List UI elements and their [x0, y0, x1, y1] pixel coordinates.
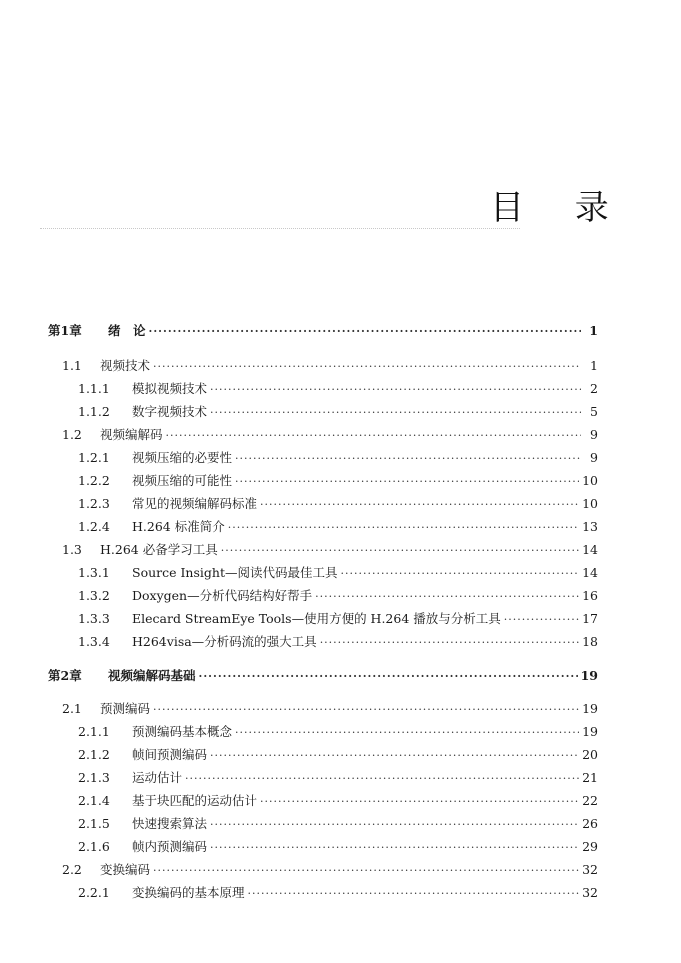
- toc-chapter-entry: [48, 667, 598, 686]
- toc-entry-title: 变换编码的基本原理: [132, 885, 245, 900]
- toc-subsection-entry: [78, 587, 598, 606]
- toc-entry-number: 1.2: [62, 427, 82, 442]
- toc-leader-dots: [210, 381, 581, 399]
- toc-page-number: 10: [582, 473, 598, 488]
- toc-entry-number: 第2章: [48, 668, 82, 683]
- toc-subsection-entry: [78, 380, 598, 399]
- toc-subsection-entry: [78, 723, 598, 742]
- toc-entry-title: 模拟视频技术: [132, 381, 208, 396]
- toc-entry-number: 1.2.1: [78, 450, 110, 465]
- toc-page-number: 9: [590, 450, 598, 465]
- toc-entry-number: 1.2.3: [78, 496, 110, 511]
- toc-entry-number: 1.3.2: [78, 588, 110, 603]
- toc-entry-title: 数字视频技术: [132, 404, 208, 419]
- toc-entry-title: 预测编码: [100, 701, 151, 716]
- toc-leader-dots: [235, 473, 579, 491]
- toc-section-entry: [62, 700, 598, 719]
- toc-entry-title: 视频编解码基础: [108, 668, 196, 683]
- toc-entry-number: 1.2.4: [78, 519, 110, 534]
- toc-page-number: 18: [582, 634, 598, 649]
- toc-entry-number: 2.2: [62, 862, 82, 877]
- toc-entry-title: 帧内预测编码: [132, 839, 208, 854]
- toc-entry-number: 2.2.1: [78, 885, 110, 900]
- toc-subsection-entry: [78, 792, 598, 811]
- toc-chapter-entry: [48, 322, 598, 341]
- toc-entry-title: 视频压缩的必要性: [132, 450, 233, 465]
- toc-entry-number: 第1章: [48, 323, 82, 338]
- toc-subsection-entry: [78, 518, 598, 537]
- toc-entry-title: 帧间预测编码: [132, 747, 208, 762]
- toc-leader-dots: [315, 588, 579, 606]
- toc-leader-dots: [221, 542, 579, 560]
- toc-page-number: 1: [590, 358, 598, 373]
- toc-leader-dots: [504, 611, 579, 629]
- toc-entry-number: 2.1.2: [78, 747, 110, 762]
- toc-entry-title: 基于块匹配的运动估计: [132, 793, 258, 808]
- toc-entry-number: 1.1.2: [78, 404, 110, 419]
- toc-subsection-entry: [78, 449, 598, 468]
- toc-page-number: 2: [590, 381, 598, 396]
- toc-entry-number: 2.1.1: [78, 724, 110, 739]
- toc-leader-dots: [210, 839, 579, 857]
- toc-page-number: 14: [582, 542, 598, 557]
- toc-entry-title: Elecard StreamEye Tools—使用方便的 H.264 播放与分析工具: [132, 611, 501, 626]
- toc-page-number: 29: [582, 839, 598, 854]
- toc-entry-number: 1.1.1: [78, 381, 110, 396]
- toc-entry-number: 1.3: [62, 542, 82, 557]
- toc-subsection-entry: [78, 403, 598, 422]
- toc-leader-dots: [153, 358, 581, 376]
- toc-entry-title: 变换编码: [100, 862, 151, 877]
- toc-entry-number: 2.1.3: [78, 770, 110, 785]
- toc-entry-title: 视频技术: [100, 358, 151, 373]
- toc-leader-dots: [248, 885, 580, 903]
- toc-page-number: 32: [582, 885, 598, 900]
- toc-subsection-entry: [78, 610, 598, 629]
- toc-leader-dots: [185, 770, 579, 788]
- toc-entry-title: Source Insight—阅读代码最佳工具: [132, 565, 338, 580]
- toc-page-number: 22: [582, 793, 598, 808]
- toc-section-entry: [62, 426, 598, 445]
- toc-page-number: 5: [590, 404, 598, 419]
- toc-entry-title: 快速搜索算法: [132, 816, 208, 831]
- toc-page-number: 10: [582, 496, 598, 511]
- toc-leader-dots: [210, 747, 579, 765]
- title-divider: [40, 228, 520, 229]
- toc-subsection-entry: [78, 746, 598, 765]
- toc-subsection-entry: [78, 495, 598, 514]
- toc-leader-dots: [260, 496, 579, 514]
- toc-entry-title: H.264 标准简介: [132, 519, 225, 534]
- toc-entry-title: 视频压缩的可能性: [132, 473, 233, 488]
- toc-leader-dots: [153, 701, 579, 719]
- toc-leader-dots: [228, 519, 579, 537]
- toc-entry-number: 2.1.6: [78, 839, 110, 854]
- toc-entry-title: 绪 论: [108, 323, 146, 338]
- toc-entry-title: 常见的视频编解码标准: [132, 496, 258, 511]
- toc-page-number: 1: [589, 323, 598, 338]
- toc-leader-dots: [153, 862, 579, 880]
- toc-entry-title: Doxygen—分析代码结构好帮手: [132, 588, 313, 603]
- toc-entry-title: 视频编解码: [100, 427, 163, 442]
- toc-subsection-entry: [78, 815, 598, 834]
- toc-leader-dots: [320, 634, 579, 652]
- toc-page-number: 20: [582, 747, 598, 762]
- toc-leader-dots: [210, 404, 581, 422]
- toc-subsection-entry: [78, 838, 598, 857]
- toc-page-number: 32: [582, 862, 598, 877]
- toc-leader-dots: [260, 793, 579, 811]
- toc-leader-dots: [235, 724, 579, 742]
- toc-page-number: 13: [582, 519, 598, 534]
- toc-entry-title: 运动估计: [132, 770, 183, 785]
- toc-entry-number: 2.1.5: [78, 816, 110, 831]
- toc-entry-number: 1.3.3: [78, 611, 110, 626]
- toc-section-entry: [62, 861, 598, 880]
- toc-page-number: 17: [582, 611, 598, 626]
- toc-page-number: 26: [582, 816, 598, 831]
- toc-entry-number: 1.1: [62, 358, 82, 373]
- toc-leader-dots: [166, 427, 581, 445]
- toc-entry-number: 1.3.4: [78, 634, 110, 649]
- toc-section-entry: [62, 541, 598, 560]
- toc-page-number: 21: [582, 770, 598, 785]
- toc-leader-dots: [199, 668, 578, 686]
- toc-entry-number: 2.1: [62, 701, 82, 716]
- toc-entry-number: 2.1.4: [78, 793, 110, 808]
- toc-subsection-entry: [78, 633, 598, 652]
- toc-subsection-entry: [78, 472, 598, 491]
- toc-entry-title: 预测编码基本概念: [132, 724, 233, 739]
- toc-leader-dots: [210, 816, 579, 834]
- page-title: 目 录: [490, 188, 629, 228]
- toc-leader-dots: [340, 565, 579, 583]
- toc-page-number: 19: [582, 724, 598, 739]
- toc-page-number: 14: [582, 565, 598, 580]
- toc-page-number: 16: [582, 588, 598, 603]
- toc-entry-title: H264visa—分析码流的强大工具: [132, 634, 317, 649]
- toc-subsection-entry: [78, 564, 598, 583]
- toc-leader-dots: [149, 323, 581, 341]
- toc-subsection-entry: [78, 769, 598, 788]
- toc-entry-title: H.264 必备学习工具: [100, 542, 218, 557]
- toc-page-number: 19: [580, 668, 598, 683]
- toc-entry-number: 1.3.1: [78, 565, 110, 580]
- toc-entry-number: 1.2.2: [78, 473, 110, 488]
- toc-page-number: 9: [590, 427, 598, 442]
- toc-page-number: 19: [582, 701, 598, 716]
- toc-subsection-entry: [78, 884, 598, 903]
- toc-leader-dots: [235, 450, 581, 468]
- toc-section-entry: [62, 357, 598, 376]
